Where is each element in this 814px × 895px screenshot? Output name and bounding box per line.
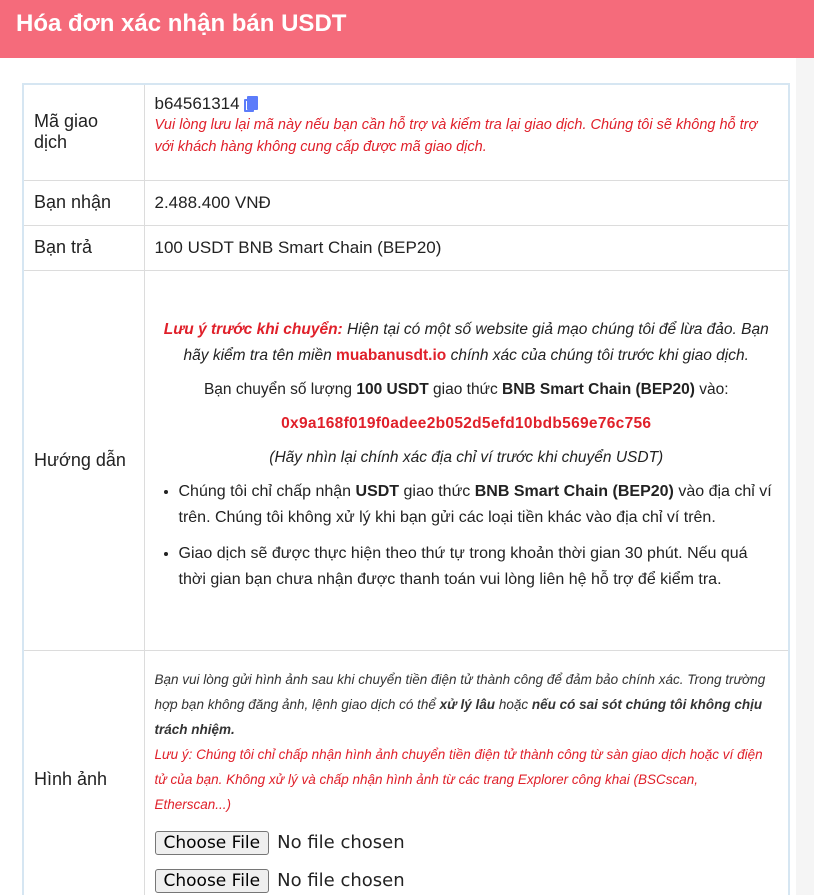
row-label: Bạn trả bbox=[23, 225, 144, 270]
file-status: No file chosen bbox=[277, 870, 405, 892]
page-header bbox=[0, 0, 814, 58]
file-status: No file chosen bbox=[277, 832, 405, 854]
warning-text: Hiện tại có một số website giả mạo chúng tôi để lừa đảo. Bạn hãy kiểm tra tên miền bbox=[183, 321, 769, 364]
note-text: Bạn vui lòng gửi hình ảnh sau khi chuyển tiền điện tử thành công để đảm bảo chính xác. Trong trường hợp bạn không đăng ảnh, lệnh giao dịch có thể bbox=[154, 671, 766, 712]
bullet-text: Chúng tôi chỉ chấp nhận bbox=[178, 483, 356, 500]
image-warning: Lưu ý: Chúng tôi chỉ chấp nhận hình ảnh chuyển tiền điện tử thành công từ sàn giao dịch hoặc ví điện tử của bạn. Không xử lý và chấp nhận hình ảnh từ các trang Explorer công khai (BSCscan, Etherscan...) bbox=[154, 746, 763, 812]
spacer bbox=[0, 58, 814, 83]
instruction-text: Bạn chuyển số lượng bbox=[203, 381, 357, 398]
wallet-address[interactable]: 0x9a168f019f0adee2b052d5efd10bdb569e76c756 bbox=[281, 415, 652, 432]
image-note bbox=[155, 667, 779, 742]
scrollbar-track[interactable] bbox=[796, 58, 814, 895]
page-title: Hóa đơn xác nhận bán USDT bbox=[16, 10, 347, 37]
bullet-text: vào địa chỉ ví trên. Chúng tôi không xử lý khi bạn gửi các loại tiền khác vào địa chỉ ví trên. bbox=[178, 483, 772, 526]
warning-label: Lưu ý trước khi chuyển: bbox=[163, 321, 343, 338]
transfer-amount: 100 USDT bbox=[356, 381, 429, 398]
transaction-code: b64561314 bbox=[154, 94, 240, 114]
transfer-instruction bbox=[155, 377, 779, 403]
file-input-2[interactable] bbox=[155, 869, 779, 893]
row-label: Hướng dẫn bbox=[23, 270, 144, 650]
table-row-transaction-code bbox=[23, 84, 789, 180]
bullet-usdt: USDT bbox=[355, 483, 400, 500]
instruction-text: vào: bbox=[694, 381, 729, 398]
guide-list bbox=[179, 479, 779, 593]
note-text: hoặc bbox=[495, 696, 532, 712]
recheck-note: (Hãy nhìn lại chính xác địa chỉ ví trước khi chuyển USDT) bbox=[269, 449, 664, 466]
table-row-guide bbox=[23, 270, 789, 650]
receive-amount: 2.488.400 VNĐ bbox=[144, 180, 789, 225]
scam-warning bbox=[155, 317, 779, 369]
row-label: Mã giao dịch bbox=[23, 84, 144, 180]
list-item: • Giao dịch sẽ được thực hiện theo thứ tự trong khoản thời gian 30 phút. Nếu quá thời gian bạn chưa nhận được thanh toán vui lòng liên hệ hỗ trợ để kiểm tra. bbox=[179, 541, 779, 593]
row-label: Hình ảnh bbox=[23, 650, 144, 895]
row-value bbox=[144, 84, 789, 180]
domain-name: muabanusdt.io bbox=[336, 347, 447, 364]
guide-content bbox=[144, 270, 789, 650]
table-row-pay bbox=[23, 225, 789, 270]
table-row-receive bbox=[23, 180, 789, 225]
file-input-1[interactable] bbox=[155, 831, 779, 855]
note-bold: nếu có sai sót chúng tôi không chịu trách nhiệm. bbox=[154, 696, 763, 737]
transaction-code-line bbox=[155, 94, 779, 114]
transfer-network: BNB Smart Chain (BEP20) bbox=[502, 381, 695, 398]
bullet-text: giao thức bbox=[399, 483, 475, 500]
bullet-network: BNB Smart Chain (BEP20) bbox=[474, 483, 674, 500]
pay-amount: 100 USDT BNB Smart Chain (BEP20) bbox=[144, 225, 789, 270]
row-label: Bạn nhận bbox=[23, 180, 144, 225]
choose-file-button[interactable]: Choose File bbox=[155, 869, 270, 893]
warning-text-end: chính xác của chúng tôi trước khi giao dịch. bbox=[446, 347, 749, 364]
table-row-image bbox=[23, 650, 789, 895]
choose-file-button[interactable]: Choose File bbox=[155, 831, 270, 855]
list-item bbox=[179, 479, 779, 531]
image-upload-cell bbox=[144, 650, 789, 895]
invoice-table bbox=[22, 83, 790, 895]
note-bold: xử lý lâu bbox=[439, 696, 496, 712]
instruction-text: giao thức bbox=[428, 381, 502, 398]
transaction-code-note: Vui lòng lưu lại mã này nếu bạn cần hỗ trợ và kiểm tra lại giao dịch. Chúng tôi sẽ không hỗ trợ với khách hàng không cung cấp được mã giao dịch. bbox=[154, 117, 758, 156]
copy-icon[interactable] bbox=[244, 96, 258, 113]
